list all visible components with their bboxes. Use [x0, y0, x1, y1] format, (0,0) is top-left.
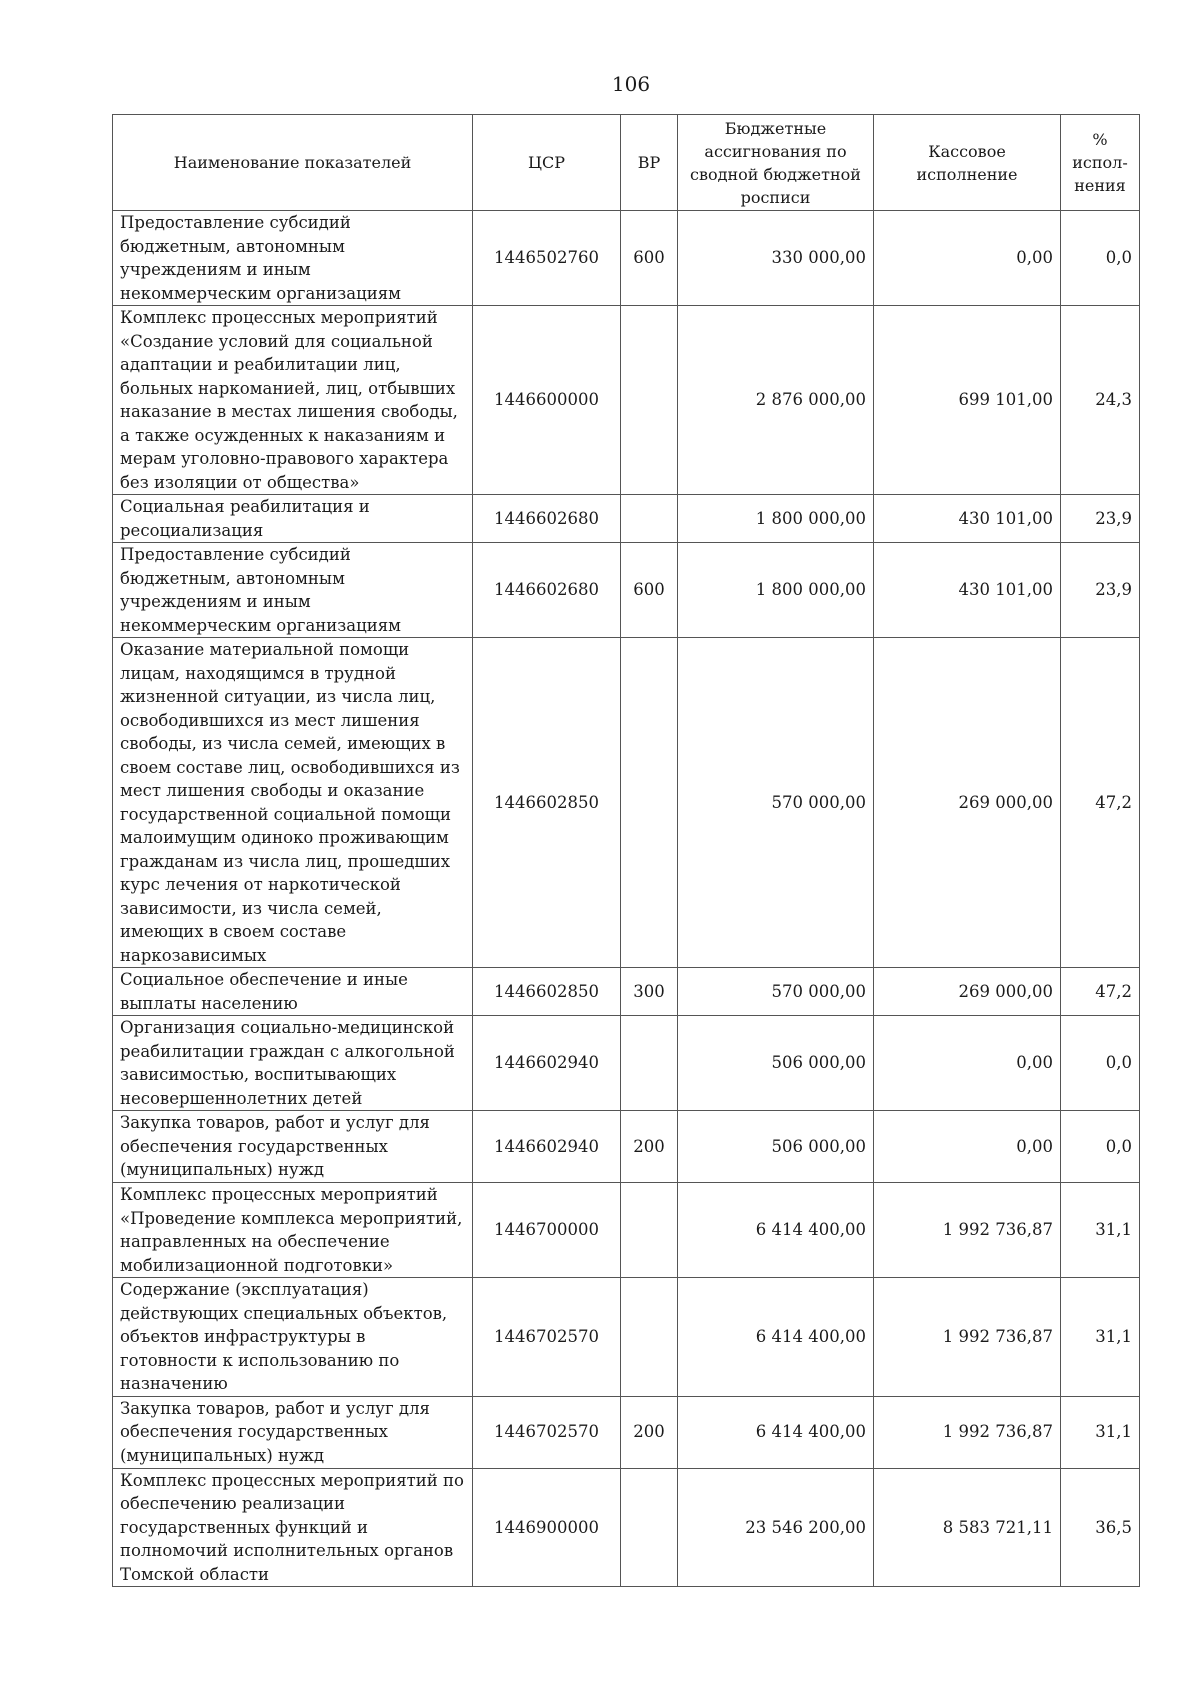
row-csr: 1446602850 — [473, 638, 621, 968]
table-row — [113, 211, 1140, 306]
row-name: Социальная реабилитация и ресоциализация — [113, 495, 473, 543]
row-cash: 0,00 — [874, 211, 1061, 306]
row-vr — [621, 306, 678, 495]
row-csr: 1446502760 — [473, 211, 621, 306]
row-csr: 1446602940 — [473, 1016, 621, 1111]
row-percent: 36,5 — [1061, 1468, 1140, 1587]
row-csr: 1446602680 — [473, 543, 621, 638]
row-csr: 1446602680 — [473, 495, 621, 543]
row-percent: 0,0 — [1061, 1016, 1140, 1111]
table-row — [113, 1183, 1140, 1278]
row-budget: 6 414 400,00 — [678, 1396, 874, 1468]
row-vr — [621, 1183, 678, 1278]
row-percent: 31,1 — [1061, 1278, 1140, 1397]
table-row — [113, 968, 1140, 1016]
table-row — [113, 638, 1140, 968]
row-percent: 31,1 — [1061, 1396, 1140, 1468]
row-cash: 1 992 736,87 — [874, 1396, 1061, 1468]
row-name: Оказание материальной помощи лицам, находящимся в трудной жизненной ситуации, из числа лиц, освободившихся из мест лишения свободы, из числа семей, имеющих в своем составе лиц, освободившихся из мест лишения свободы и оказание государственной социальной помощи малоимущим одиноко проживающим гражданам из числа лиц, прошедших курс лечения от наркотической зависимости, из числа семей, имеющих в своем составе наркозависимых — [113, 638, 473, 968]
table-row — [113, 1468, 1140, 1587]
row-percent: 47,2 — [1061, 638, 1140, 968]
row-percent: 0,0 — [1061, 1111, 1140, 1183]
row-name: Закупка товаров, работ и услуг для обеспечения государственных (муниципальных) нужд — [113, 1111, 473, 1183]
row-name: Комплекс процессных мероприятий по обеспечению реализации государственных функций и полномочий исполнительных органов Томской области — [113, 1468, 473, 1587]
table-row — [113, 1111, 1140, 1183]
row-vr — [621, 1016, 678, 1111]
header-vr: ВР — [621, 115, 678, 211]
row-percent: 0,0 — [1061, 211, 1140, 306]
row-budget: 506 000,00 — [678, 1111, 874, 1183]
row-cash: 0,00 — [874, 1016, 1061, 1111]
row-vr: 200 — [621, 1111, 678, 1183]
row-budget: 6 414 400,00 — [678, 1183, 874, 1278]
budget-execution-table — [112, 114, 1140, 1587]
row-budget: 330 000,00 — [678, 211, 874, 306]
row-csr: 1446900000 — [473, 1468, 621, 1587]
row-name: Организация социально-медицинской реабилитации граждан с алкогольной зависимостью, воспитывающих несовершеннолетних детей — [113, 1016, 473, 1111]
row-vr — [621, 1468, 678, 1587]
row-csr: 1446600000 — [473, 306, 621, 495]
row-budget: 6 414 400,00 — [678, 1278, 874, 1397]
row-budget: 2 876 000,00 — [678, 306, 874, 495]
row-percent: 31,1 — [1061, 1183, 1140, 1278]
row-cash: 1 992 736,87 — [874, 1183, 1061, 1278]
row-percent: 23,9 — [1061, 543, 1140, 638]
table-row — [113, 1278, 1140, 1397]
row-csr: 1446602940 — [473, 1111, 621, 1183]
row-csr: 1446700000 — [473, 1183, 621, 1278]
row-vr — [621, 638, 678, 968]
row-percent: 47,2 — [1061, 968, 1140, 1016]
row-name: Социальное обеспечение и иные выплаты населению — [113, 968, 473, 1016]
row-budget: 1 800 000,00 — [678, 543, 874, 638]
row-name: Предоставление субсидий бюджетным, автономным учреждениям и иным некоммерческим организациям — [113, 211, 473, 306]
row-budget: 570 000,00 — [678, 638, 874, 968]
row-csr: 1446702570 — [473, 1278, 621, 1397]
header-csr: ЦСР — [473, 115, 621, 211]
page-number: 106 — [611, 72, 651, 96]
header-name: Наименование показателей — [113, 115, 473, 211]
row-cash: 269 000,00 — [874, 968, 1061, 1016]
table-row — [113, 1396, 1140, 1468]
row-vr — [621, 495, 678, 543]
row-cash: 430 101,00 — [874, 495, 1061, 543]
row-cash: 1 992 736,87 — [874, 1278, 1061, 1397]
row-name: Содержание (эксплуатация) действующих специальных объектов, объектов инфраструктуры в готовности к использованию по назначению — [113, 1278, 473, 1397]
table-row — [113, 495, 1140, 543]
header-budget: Бюджетные ассигнования по сводной бюджетной росписи — [678, 115, 874, 211]
table-header-row — [113, 115, 1140, 211]
row-name: Закупка товаров, работ и услуг для обеспечения государственных (муниципальных) нужд — [113, 1396, 473, 1468]
row-vr: 600 — [621, 211, 678, 306]
row-cash: 699 101,00 — [874, 306, 1061, 495]
row-cash: 269 000,00 — [874, 638, 1061, 968]
row-budget: 1 800 000,00 — [678, 495, 874, 543]
row-budget: 506 000,00 — [678, 1016, 874, 1111]
row-budget: 570 000,00 — [678, 968, 874, 1016]
row-budget: 23 546 200,00 — [678, 1468, 874, 1587]
row-name: Предоставление субсидий бюджетным, автономным учреждениям и иным некоммерческим организациям — [113, 543, 473, 638]
header-cash: Кассовое исполнение — [874, 115, 1061, 211]
table-row — [113, 543, 1140, 638]
row-vr: 600 — [621, 543, 678, 638]
row-percent: 23,9 — [1061, 495, 1140, 543]
row-cash: 430 101,00 — [874, 543, 1061, 638]
row-percent: 24,3 — [1061, 306, 1140, 495]
table-row — [113, 1016, 1140, 1111]
table-row — [113, 306, 1140, 495]
row-vr: 200 — [621, 1396, 678, 1468]
row-name: Комплекс процессных мероприятий «Проведение комплекса мероприятий, направленных на обеспечение мобилизационной подготовки» — [113, 1183, 473, 1278]
row-csr: 1446702570 — [473, 1396, 621, 1468]
row-csr: 1446602850 — [473, 968, 621, 1016]
row-cash: 0,00 — [874, 1111, 1061, 1183]
header-percent: % испол-нения — [1061, 115, 1140, 211]
row-vr: 300 — [621, 968, 678, 1016]
row-name: Комплекс процессных мероприятий «Создание условий для социальной адаптации и реабилитации лиц, больных наркоманией, лиц, отбывших наказание в местах лишения свободы, а также осужденных к наказаниям и мерам уголовно-правового характера без изоляции от общества» — [113, 306, 473, 495]
row-vr — [621, 1278, 678, 1397]
row-cash: 8 583 721,11 — [874, 1468, 1061, 1587]
